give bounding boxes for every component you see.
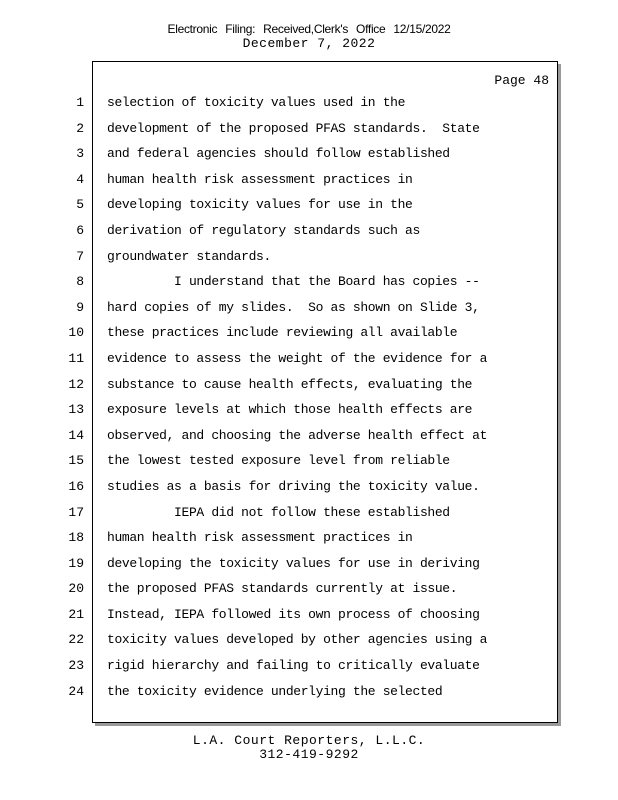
transcript-line: the proposed PFAS standards currently at issue.	[107, 581, 458, 597]
transcript-line: and federal agencies should follow established	[107, 146, 450, 162]
transcript-line: I understand that the Board has copies --	[107, 274, 480, 290]
reporter-company: L.A. Court Reporters, L.L.C.	[192, 733, 426, 748]
transcript-line: these practices include reviewing all available	[107, 325, 458, 341]
line-number: 24	[68, 683, 84, 699]
line-number: 15	[68, 453, 84, 469]
line-number: 11	[68, 350, 84, 366]
line-number: 21	[68, 606, 84, 622]
transcript-line: substance to cause health effects, evaluating the	[107, 376, 473, 392]
line-number: 16	[68, 478, 84, 494]
line-number: 20	[68, 581, 84, 597]
line-number: 10	[68, 325, 84, 341]
transcript-line: hard copies of my slides. So as shown on Slide 3,	[107, 299, 480, 315]
transcript-line: selection of toxicity values used in the	[107, 95, 406, 110]
line-number: 23	[68, 658, 84, 674]
line-number: 17	[68, 504, 84, 520]
line-number: 19	[68, 555, 84, 571]
filing-stamp: Electronic Filing: Received,Clerk's Office 12/15/2022	[167, 22, 451, 36]
page-number: Page 48	[494, 73, 549, 88]
transcript-text	[107, 96, 487, 710]
transcript-line: derivation of regulatory standards such as	[107, 222, 420, 238]
line-number: 4	[76, 171, 84, 187]
transcript-line: evidence to assess the weight of the evidence for a	[107, 350, 488, 366]
transcript-line: exposure levels at which those health effects are	[107, 402, 473, 418]
line-number: 2	[76, 120, 84, 136]
transcript-line: groundwater standards.	[107, 248, 271, 264]
line-number: 18	[68, 530, 84, 546]
transcript-line: observed, and choosing the adverse health effect at	[107, 427, 488, 443]
transcript-line: the toxicity evidence underlying the selected	[107, 683, 443, 699]
transcript-line: rigid hierarchy and failing to critically evaluate	[107, 658, 480, 674]
transcript-line: IEPA did not follow these established	[107, 504, 450, 520]
reporter-phone: 312-419-9292	[259, 747, 359, 762]
line-number: 14	[68, 427, 84, 443]
transcript-line: studies as a basis for driving the toxicity value.	[107, 478, 480, 494]
transcript-date: December 7, 2022	[242, 36, 376, 51]
transcript-line: Instead, IEPA followed its own process of choosing	[107, 606, 480, 622]
transcript-line: developing the toxicity values for use in deriving	[107, 555, 480, 571]
line-number: 12	[68, 376, 84, 392]
line-number: 3	[76, 146, 84, 162]
line-number-column	[60, 96, 84, 710]
line-number: 7	[76, 248, 84, 264]
transcript-line: toxicity values developed by other agencies using a	[107, 632, 488, 648]
line-number: 8	[76, 274, 84, 290]
line-number: 9	[76, 299, 84, 315]
line-number: 13	[68, 402, 84, 418]
transcript-line: developing toxicity values for use in the	[107, 197, 413, 213]
transcript-line: human health risk assessment practices in	[107, 171, 413, 187]
transcript-line: the lowest tested exposure level from reliable	[107, 453, 450, 469]
line-number: 5	[76, 197, 84, 213]
transcript-line: development of the proposed PFAS standards. State	[107, 120, 480, 136]
line-number: 1	[76, 95, 84, 110]
line-number: 6	[76, 222, 84, 238]
transcript-line: human health risk assessment practices in	[107, 530, 413, 546]
reporter-footer	[0, 734, 618, 762]
line-number: 22	[68, 632, 84, 648]
